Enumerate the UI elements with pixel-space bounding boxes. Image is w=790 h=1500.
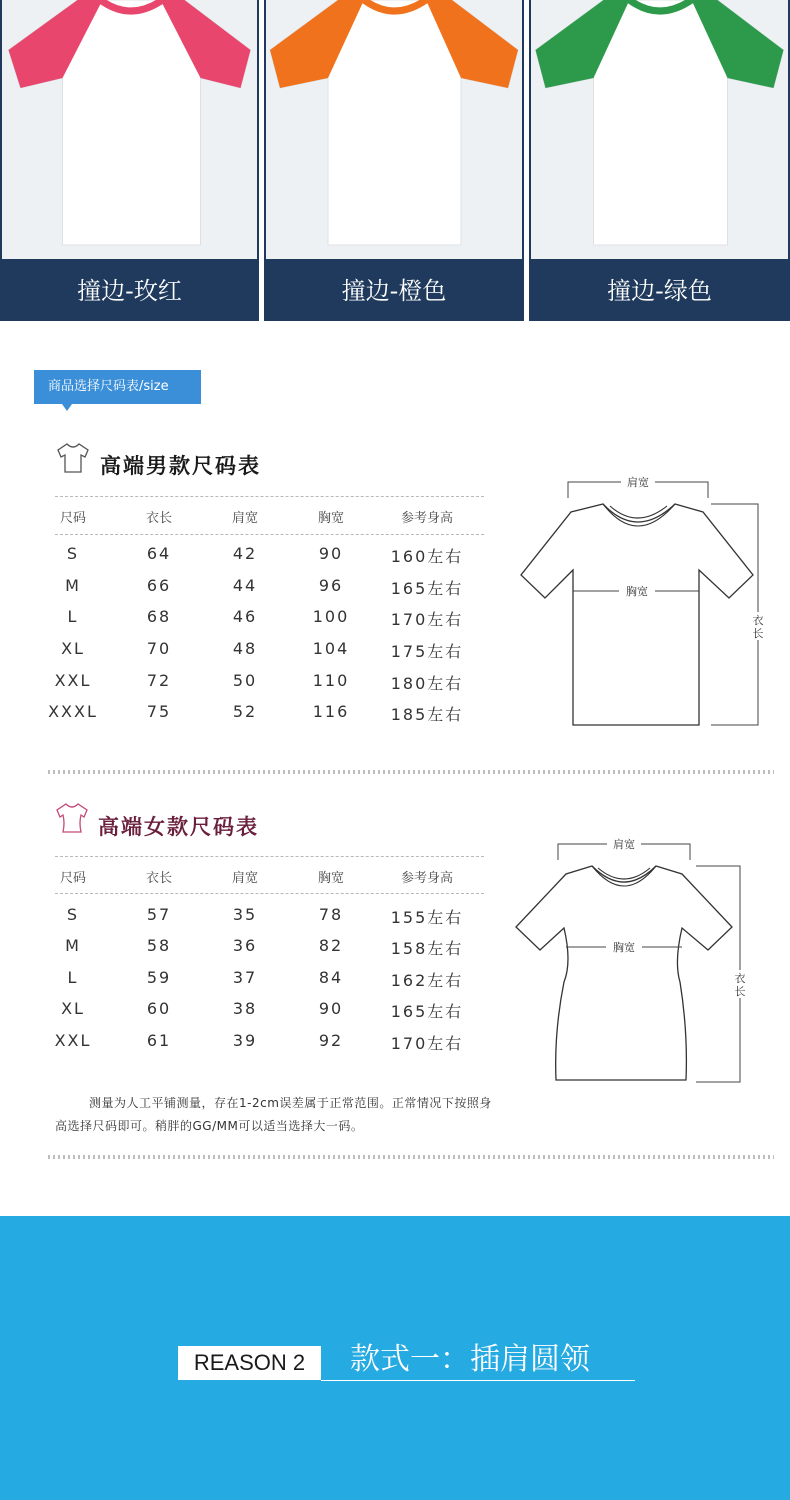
tile-green[interactable]	[529, 0, 790, 321]
table-row	[28, 1031, 468, 1062]
cell-shoulder: 38	[232, 999, 258, 1018]
cell-chest: 100	[312, 607, 350, 626]
tile-orange[interactable]	[264, 0, 524, 321]
cell-height: 165左右	[390, 579, 464, 598]
dotted-divider	[48, 1155, 774, 1159]
cell-chest: 90	[318, 999, 344, 1018]
tile-caption: 撞边-橙色	[341, 277, 447, 305]
header-shoulder: 肩宽	[231, 511, 258, 526]
header-size: 尺码	[59, 871, 86, 886]
raglan-tshirt-icon	[266, 0, 522, 259]
note-line: 高选择尺码即可。稍胖的GG/MM可以适当选择大一码。	[55, 1119, 364, 1133]
measurement-note	[55, 1092, 595, 1138]
label-shoulder: 肩宽	[627, 476, 649, 489]
cell-shoulder: 44	[232, 576, 258, 595]
label-length: 长	[752, 627, 764, 640]
cell-height: 175左右	[390, 642, 464, 661]
cell-height: 162左右	[390, 971, 464, 990]
cell-chest: 90	[318, 544, 344, 563]
divider	[55, 496, 484, 497]
cell-height: 185左右	[390, 705, 464, 724]
table-row	[28, 576, 468, 607]
header-height: 参考身高	[400, 511, 453, 526]
womens-tshirt-outline-icon	[55, 801, 89, 835]
cell-chest: 84	[318, 968, 344, 987]
table-row	[28, 544, 468, 575]
cell-length: 58	[146, 936, 172, 955]
cell-size: S	[66, 544, 80, 563]
cell-length: 60	[146, 999, 172, 1018]
cell-length: 61	[146, 1031, 172, 1050]
cell-shoulder: 46	[232, 607, 258, 626]
cell-chest: 92	[318, 1031, 344, 1050]
dotted-divider	[48, 770, 774, 774]
cell-length: 66	[146, 576, 172, 595]
cell-shoulder: 42	[232, 544, 258, 563]
cell-size: L	[67, 968, 79, 987]
label-chest: 胸宽	[613, 941, 635, 954]
cell-height: 160左右	[390, 547, 464, 566]
cell-chest: 78	[318, 905, 344, 924]
header-shoulder: 肩宽	[231, 871, 258, 886]
women-measure-diagram	[510, 832, 770, 1092]
table-row	[28, 639, 468, 670]
divider	[55, 856, 484, 857]
cell-height: 170左右	[390, 610, 464, 629]
cell-size: XL	[61, 639, 85, 658]
cell-size: M	[65, 936, 81, 955]
cell-shoulder: 39	[232, 1031, 258, 1050]
header-length: 衣长	[145, 871, 172, 886]
color-tiles	[0, 0, 790, 321]
reason-title: 款式一：插肩圆领	[350, 1342, 590, 1377]
cell-height: 155左右	[390, 908, 464, 927]
cell-shoulder: 37	[232, 968, 258, 987]
cell-height: 158左右	[390, 939, 464, 958]
cell-size: M	[65, 576, 81, 595]
tile-caption: 撞边-玫红	[77, 277, 182, 305]
label-length: 衣	[752, 614, 764, 627]
table-header	[28, 867, 468, 898]
cell-chest: 104	[312, 639, 350, 658]
cell-length: 59	[146, 968, 172, 987]
tile-photo	[266, 0, 522, 259]
label-length: 长	[734, 985, 746, 998]
cell-shoulder: 36	[232, 936, 258, 955]
table-row	[28, 702, 468, 733]
cell-chest: 82	[318, 936, 344, 955]
header-chest: 胸宽	[317, 511, 344, 526]
table-row	[28, 607, 468, 638]
size-section-tag: 商品选择尺码表/size	[34, 370, 201, 404]
table-row	[28, 936, 468, 967]
tile-photo	[2, 0, 257, 259]
cell-length: 68	[146, 607, 172, 626]
cell-length: 75	[146, 702, 172, 721]
cell-size: S	[66, 905, 80, 924]
header-size: 尺码	[59, 511, 86, 526]
tile-photo	[531, 0, 788, 259]
cell-length: 72	[146, 671, 172, 690]
cell-height: 180左右	[390, 674, 464, 693]
header-height: 参考身高	[400, 871, 453, 886]
cell-shoulder: 50	[232, 671, 258, 690]
raglan-tshirt-icon	[531, 0, 788, 259]
table-row	[28, 968, 468, 999]
header-length: 衣长	[145, 511, 172, 526]
cell-size: L	[67, 607, 79, 626]
label-shoulder: 肩宽	[613, 838, 635, 851]
tile-rose[interactable]	[0, 0, 259, 321]
header-chest: 胸宽	[317, 871, 344, 886]
table-row	[28, 905, 468, 936]
raglan-tshirt-icon	[2, 0, 257, 259]
table-header	[28, 507, 468, 538]
cell-chest: 110	[312, 671, 350, 690]
cell-size: XXL	[54, 671, 92, 690]
reason-badge: REASON 2	[178, 1346, 321, 1380]
cell-size: XL	[61, 999, 85, 1018]
cell-chest: 116	[312, 702, 350, 721]
cell-size: XXXL	[48, 702, 98, 721]
women-table-title: 高端女款尺码表	[98, 815, 259, 839]
table-row	[28, 671, 468, 702]
men-measure-diagram	[515, 470, 775, 735]
cell-height: 170左右	[390, 1034, 464, 1053]
cell-shoulder: 48	[232, 639, 258, 658]
reason-underline	[321, 1380, 635, 1381]
tshirt-outline-icon	[56, 441, 90, 475]
label-chest: 胸宽	[626, 585, 648, 598]
note-line: 测量为人工平铺测量，存在1-2cm误差属于正常范围。正常情况下按照身	[89, 1096, 492, 1110]
cell-length: 70	[146, 639, 172, 658]
cell-length: 64	[146, 544, 172, 563]
cell-chest: 96	[318, 576, 344, 595]
table-row	[28, 999, 468, 1030]
cell-height: 165左右	[390, 1002, 464, 1021]
cell-size: XXL	[54, 1031, 92, 1050]
cell-shoulder: 35	[232, 905, 258, 924]
men-table-title: 高端男款尺码表	[100, 454, 261, 478]
tile-caption: 撞边-绿色	[607, 277, 712, 305]
label-length: 衣	[734, 972, 746, 985]
cell-shoulder: 52	[232, 702, 258, 721]
cell-length: 57	[146, 905, 172, 924]
